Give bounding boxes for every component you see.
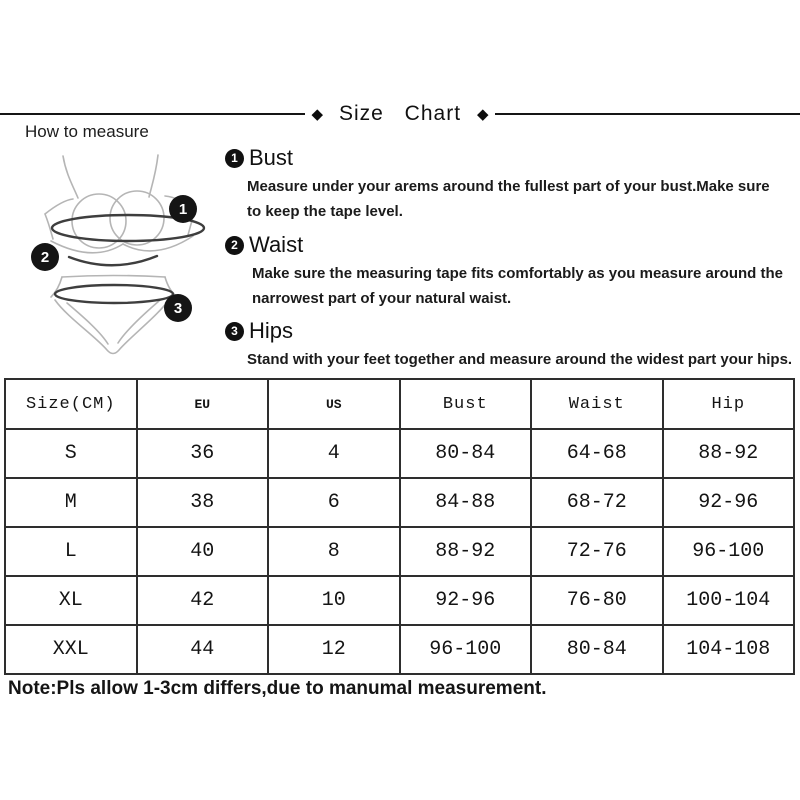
- hips-marker-number: 3: [173, 299, 183, 317]
- waist-marker: [31, 243, 59, 271]
- table-cell: 42: [137, 576, 269, 625]
- circled-number-icon: 1: [225, 149, 244, 168]
- table-cell: 68-72: [531, 478, 663, 527]
- bust-section-title: Bust: [249, 145, 294, 170]
- bust-section-heading: [225, 145, 797, 171]
- waist-tape-line: [69, 256, 157, 265]
- table-cell: 8: [268, 527, 400, 576]
- table-cell: L: [5, 527, 137, 576]
- waist-section-text: [225, 261, 797, 311]
- table-cell: 80-84: [400, 429, 532, 478]
- circled-number-icon: 2: [225, 236, 244, 255]
- hips-section-text: [225, 347, 797, 372]
- size-table-container: [4, 378, 795, 675]
- bust-text-line: to keep the tape level.: [247, 203, 403, 220]
- waist-section-title: Waist: [249, 232, 304, 257]
- how-to-measure-block: [15, 122, 227, 376]
- header-rule-right: [495, 113, 800, 115]
- table-cell: 104-108: [663, 625, 795, 674]
- col-header-us: US: [268, 379, 400, 429]
- col-header-bust: Bust: [400, 379, 532, 429]
- table-cell: 92-96: [663, 478, 795, 527]
- table-cell: 96-100: [663, 527, 795, 576]
- table-cell: 92-96: [400, 576, 532, 625]
- diamond-icon: ◆: [311, 105, 323, 123]
- table-row: [5, 576, 794, 625]
- table-cell: 80-84: [531, 625, 663, 674]
- table-row: [5, 478, 794, 527]
- header-rule-left: [0, 113, 305, 115]
- hips-text-line: Stand with your feet together and measure around the widest part your hips.: [247, 351, 793, 368]
- bust-marker: [169, 195, 197, 223]
- table-cell: 6: [268, 478, 400, 527]
- table-row: [5, 429, 794, 478]
- table-cell: 88-92: [663, 429, 795, 478]
- table-cell: XL: [5, 576, 137, 625]
- size-table-header-row: [5, 379, 794, 429]
- table-row: [5, 527, 794, 576]
- table-cell: S: [5, 429, 137, 478]
- table-cell: 72-76: [531, 527, 663, 576]
- col-header-hip: Hip: [663, 379, 795, 429]
- table-cell: 36: [137, 429, 269, 478]
- table-cell: 40: [137, 527, 269, 576]
- table-cell: M: [5, 478, 137, 527]
- table-cell: XXL: [5, 625, 137, 674]
- diamond-icon: ◆: [477, 105, 489, 123]
- waist-text-line: narrowest part of your natural waist.: [252, 290, 512, 307]
- table-cell: 96-100: [400, 625, 532, 674]
- how-to-measure-heading: How to measure: [25, 122, 149, 141]
- table-cell: 4: [268, 429, 400, 478]
- hips-section: [225, 318, 797, 372]
- table-cell: 12: [268, 625, 400, 674]
- bust-marker-number: 1: [178, 200, 188, 218]
- bust-section: [225, 145, 797, 224]
- waist-text-line: Make sure the measuring tape fits comfortably as you measure around the: [252, 265, 783, 282]
- waist-section-heading: [225, 232, 797, 258]
- waist-marker-number: 2: [40, 248, 50, 266]
- page-title: Size Chart: [338, 102, 462, 125]
- table-cell: 38: [137, 478, 269, 527]
- circled-number-icon: 3: [225, 322, 244, 341]
- table-row: [5, 625, 794, 674]
- bikini-measure-illustration: [15, 144, 227, 376]
- bust-text-line: Measure under your arems around the fullest part of your bust.Make sure: [247, 178, 770, 195]
- table-cell: 44: [137, 625, 269, 674]
- waist-section: [225, 232, 797, 311]
- table-cell: 10: [268, 576, 400, 625]
- table-cell: 64-68: [531, 429, 663, 478]
- col-header-waist: Waist: [531, 379, 663, 429]
- col-header-size: Size(CM): [5, 379, 137, 429]
- table-cell: 76-80: [531, 576, 663, 625]
- hips-section-title: Hips: [249, 318, 294, 343]
- table-cell: 84-88: [400, 478, 532, 527]
- table-cell: 88-92: [400, 527, 532, 576]
- col-header-eu: EU: [137, 379, 269, 429]
- hips-marker: [164, 294, 192, 322]
- hip-tape-line: [55, 285, 173, 303]
- size-table: [4, 378, 795, 675]
- hips-section-heading: [225, 318, 797, 344]
- table-cell: 100-104: [663, 576, 795, 625]
- bust-section-text: [225, 174, 797, 224]
- measurement-note: Note:Pls allow 1-3cm differs,due to manumal measurement.: [8, 678, 547, 699]
